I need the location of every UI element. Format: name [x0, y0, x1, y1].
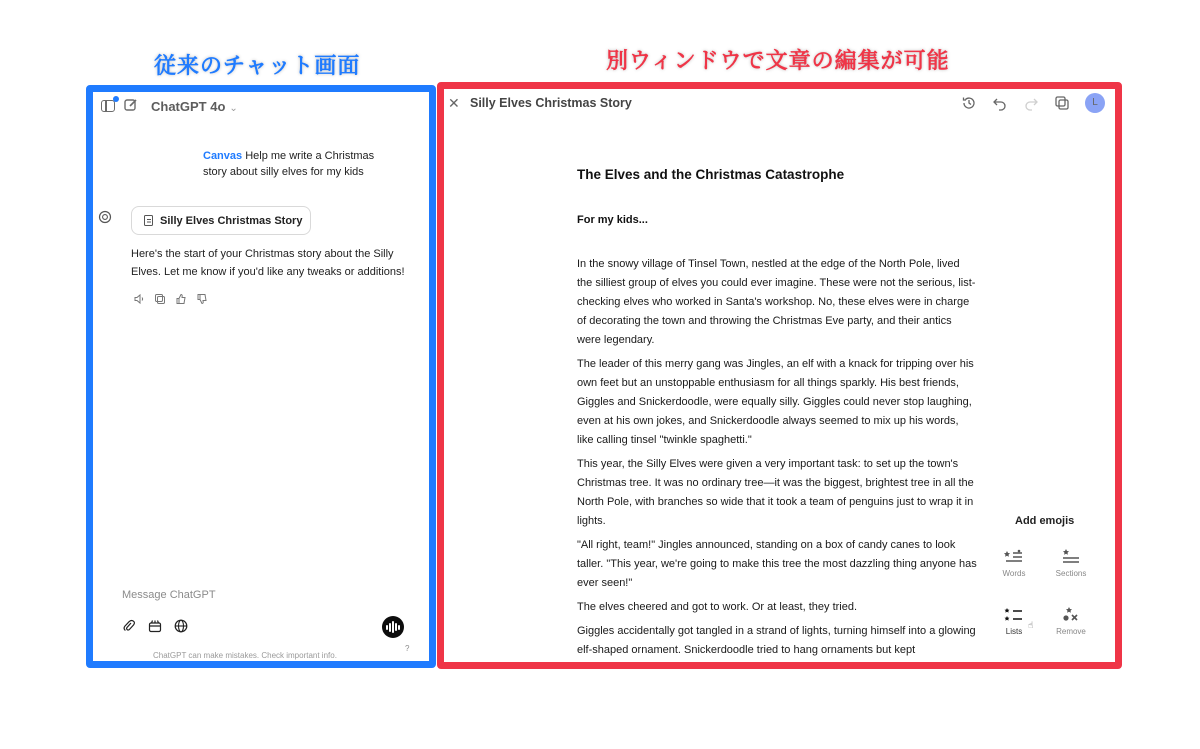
canvas-title: Silly Elves Christmas Story	[470, 96, 632, 110]
annotation-right-label: 別ウィンドウで文章の編集が可能	[606, 49, 950, 74]
notification-dot	[113, 96, 119, 102]
annotation-left-label: 従来のチャット画面	[154, 54, 361, 79]
message-input[interactable]: Message ChatGPT	[122, 589, 216, 601]
emoji-words-button[interactable]	[994, 548, 1034, 578]
redo-icon[interactable]	[1023, 95, 1039, 111]
sections-label: Sections	[1055, 569, 1087, 578]
paragraph: "All right, team!" Jingles announced, standing on a box of candy canes to look taller. "This year, we're going to make this tree the most dazzling thing anyone has ever seen!"	[577, 539, 977, 589]
thumbs-down-icon[interactable]	[196, 293, 208, 305]
copy-icon[interactable]	[154, 293, 166, 305]
emoji-remove-button[interactable]	[1051, 606, 1091, 636]
document-heading: The Elves and the Christmas Catastrophe	[577, 167, 845, 182]
document-body[interactable]	[577, 167, 977, 660]
paragraph: The leader of this merry gang was Jingles, an elf with a knack for tripping over his own feet but an unstoppable enthusiasm for all things sparkly. His best friends, Giggles and Snickerdoodle, were equally silly. Giggles could never stop laughing, even at his own jokes, and Snickerdoodle always seemed to mix up his words, like calling tinsel "twinkle spaghetti."	[577, 358, 974, 446]
canvas-pane	[437, 82, 1122, 669]
paragraph: This year, the Silly Elves were given a very important task: to set up the town's Christmas tree. It was no ordinary tree—it was the biggest, brightest tree in all the North Pole, with branches so wide that it took a team of penguins just to wrap it in lights.	[577, 458, 974, 527]
new-chat-icon[interactable]	[123, 97, 139, 113]
paragraph: The elves cheered and got to work. Or at least, they tried.	[577, 601, 858, 613]
paragraph: In the snowy village of Tinsel Town, nestled at the edge of the North Pole, lived the silliest group of elves you could ever imagine. These were not the serious, list-checking elves who worked in Santa's workshop. No, these elves were in charge of decorating the town and throwing the Christmas Eve party, and their antics were legendary.	[577, 258, 976, 346]
chat-header	[93, 92, 429, 122]
chevron-down-icon: ⌄	[229, 103, 238, 114]
thumbs-up-icon[interactable]	[175, 293, 187, 305]
document-chip-label: Silly Elves Christmas Story	[160, 214, 303, 227]
sidebar-icon[interactable]	[101, 100, 115, 112]
words-label: Words	[1002, 569, 1026, 578]
globe-icon[interactable]	[174, 619, 188, 633]
history-icon[interactable]	[961, 95, 977, 111]
user-message	[203, 148, 393, 180]
words-icon	[994, 548, 1034, 566]
document-chip[interactable]	[131, 206, 311, 235]
undo-icon[interactable]	[992, 95, 1008, 111]
avatar[interactable]: L	[1085, 93, 1105, 113]
tools-icon[interactable]	[148, 619, 162, 633]
document-subheading: For my kids...	[577, 214, 648, 226]
user-message-text: Help me write a Christmas story about silly elves for my kids	[203, 150, 375, 178]
gpt-logo-icon	[98, 210, 112, 224]
speaker-icon[interactable]	[133, 293, 145, 305]
assistant-reply: Here's the start of your Christmas story about the Silly Elves. Let me know if you'd like any tweaks or additions!	[131, 248, 405, 278]
voice-icon[interactable]	[382, 616, 404, 638]
emoji-panel	[992, 503, 1117, 653]
paragraph: Giggles accidentally got tangled in a strand of lights, turning himself into a glowing elf-shaped ornament. Snickerdoodle tried to hang ornaments but kept	[577, 625, 976, 656]
disclaimer: ChatGPT can make mistakes. Check important info.	[153, 651, 337, 660]
chat-pane	[86, 85, 436, 668]
model-name: ChatGPT 4o	[151, 99, 226, 114]
copy-icon[interactable]	[1054, 95, 1070, 111]
lists-label: Lists	[1005, 627, 1023, 636]
emoji-panel-title: Add emojis	[1015, 515, 1075, 527]
close-icon[interactable]: ✕	[448, 95, 460, 111]
canvas-header	[444, 89, 1115, 125]
canvas-toolbar	[961, 93, 1105, 113]
emoji-sections-button[interactable]	[1051, 548, 1091, 578]
attach-icon[interactable]	[122, 619, 136, 633]
remove-label: Remove	[1056, 627, 1086, 636]
remove-icon	[1051, 606, 1091, 624]
message-actions	[133, 293, 208, 305]
model-selector[interactable]	[151, 99, 238, 114]
composer-tools	[122, 619, 188, 633]
sections-icon	[1051, 548, 1091, 566]
document-icon	[144, 215, 153, 226]
help-icon[interactable]: ?	[405, 644, 410, 653]
pointer-cursor-icon: ☝	[1028, 620, 1034, 630]
canvas-tag: Canvas	[203, 150, 243, 162]
